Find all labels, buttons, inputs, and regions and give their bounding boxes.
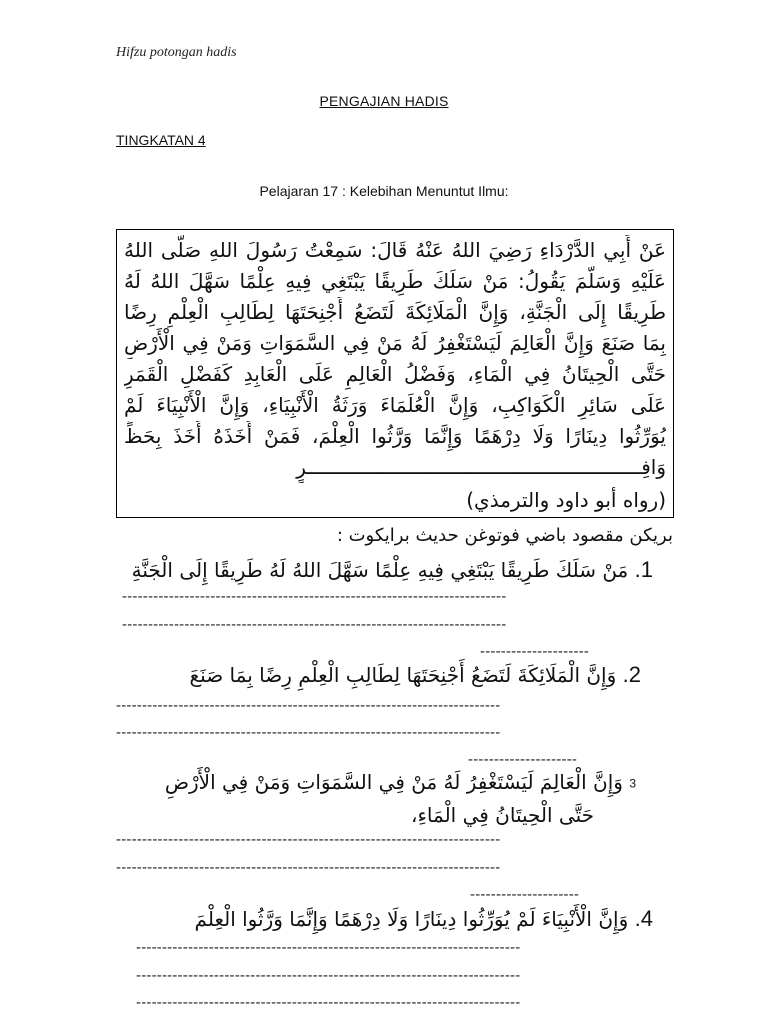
question-text: وَإِنَّ الْمَلَائِكَةَ لَتَضَعُ أَجْنِحَتَهَا لِطَالِبِ الْعِلْمِ رِضًا بِمَا صَنَعَ xyxy=(189,663,617,687)
question-3-continuation: حَتَّى الْحِيتَانُ فِي الْمَاءِ، xyxy=(411,803,594,827)
question-4 xyxy=(113,902,653,936)
question-text: وَإِنَّ الْأَنْبِيَاءَ لَمْ يُوَرِّثُوا دِينَارًا وَلَا دِرْهَمًا وَإِنَّمَا وَرَّثُوا الْعِلْمَ xyxy=(194,907,629,931)
hadith-line: وَافِـــــــــــــــــــــــــــــــــــــــــــــــــــــــــرٍ xyxy=(296,455,666,479)
answer-line[interactable]: -------------------------------------------------------------------------- xyxy=(116,831,501,848)
form-level: TINGKATAN 4 xyxy=(116,132,206,148)
hadith-line: بِمَا صَنَعَ وَإِنَّ الْعَالِمَ لَيَسْتَغْفِرُ لَهُ مَنْ فِي السَّمَوَاتِ وَمَنْ فِي الْأَرْضِ xyxy=(124,331,666,355)
answer-line[interactable]: --------------------- xyxy=(480,643,590,660)
answer-line[interactable]: -------------------------------------------------------------------------- xyxy=(116,859,501,876)
answer-line[interactable]: -------------------------------------------------------------------------- xyxy=(116,724,501,741)
hadith-line: عَلَى سَائِرِ الْكَوَاكِبِ، وَإِنَّ الْعُلَمَاءَ وَرَثَةُ الْأَنْبِيَاءِ، وَإِنَّ الْأَنْبِيَاءَ لَمْ xyxy=(124,393,666,417)
header-note: Hifzu potongan hadis xyxy=(116,45,237,60)
hadith-line: طَرِيقًا إِلَى الْجَنَّةِ، وَإِنَّ الْمَلَائِكَةَ لَتَضَعُ أَجْنِحَتَهَا لِطَالِبِ الْعِلْمِ رِضًا xyxy=(124,300,666,324)
question-number: 1. xyxy=(634,557,653,582)
answer-line[interactable]: -------------------------------------------------------------------------- xyxy=(136,939,521,956)
question-1 xyxy=(93,553,653,587)
hadith-line: يُوَرِّثُوا دِينَارًا وَلَا دِرْهَمًا وَإِنَّمَا وَرَّثُوا الْعِلْمَ، فَمَنْ أَخَذَهُ أَخَذَ بِحَظٍّ xyxy=(124,424,666,448)
question-number: 4. xyxy=(634,906,653,931)
answer-line[interactable]: -------------------------------------------------------------------------- xyxy=(116,697,501,714)
question-number: 2. xyxy=(622,662,641,687)
hadith-line: عَنْ أَبِي الدَّرْدَاءِ رَضِيَ اللهُ عَنْهُ قَالَ: سَمِعْتُ رَسُولَ اللهِ صَلَّى اللهُ xyxy=(124,238,666,262)
question-2 xyxy=(121,658,641,692)
hadith-line: حَتَّى الْحِيتَانُ فِي الْمَاءِ، وَفَضْلُ الْعَالِمِ عَلَى الْعَابِدِ كَفَضْلِ الْقَمَرِ xyxy=(124,362,666,386)
question-text: مَنْ سَلَكَ طَرِيقًا يَبْتَغِي فِيهِ عِلْمًا سَهَّلَ اللهُ لَهُ طَرِيقًا إِلَى الْجَنَّةِ xyxy=(131,558,629,582)
answer-line[interactable]: -------------------------------------------------------------------------- xyxy=(136,994,521,1011)
lesson-title: Pelajaran 17 : Kelebihan Menuntut Ilmu: xyxy=(259,183,509,199)
question-text: وَإِنَّ الْعَالِمَ لَيَسْتَغْفِرُ لَهُ مَنْ فِي السَّمَوَاتِ وَمَنْ فِي الْأَرْضِ xyxy=(164,770,623,794)
answer-line[interactable]: --------------------- xyxy=(468,751,578,768)
instruction-text: بريکن مقصود باضي فوتوغن حديث برايکوت : xyxy=(336,525,673,546)
answer-line[interactable]: -------------------------------------------------------------------------- xyxy=(122,588,507,605)
question-number: 3 xyxy=(629,776,636,791)
page-title: PENGAJIAN HADIS xyxy=(319,93,449,109)
answer-line[interactable]: -------------------------------------------------------------------------- xyxy=(122,616,507,633)
answer-line[interactable]: --------------------- xyxy=(470,886,580,903)
hadith-line: عَلَيْهِ وَسَلَّمَ يَقُولُ: مَنْ سَلَكَ طَرِيقًا يَبْتَغِي فِيهِ عِلْمًا سَهَّلَ اللهُ لَهُ xyxy=(124,269,666,293)
question-3 xyxy=(116,765,636,801)
hadith-source: (رواه أبو داود والترمذي) xyxy=(466,488,666,512)
answer-line[interactable]: -------------------------------------------------------------------------- xyxy=(136,967,521,984)
hadith-text-box xyxy=(116,229,674,518)
